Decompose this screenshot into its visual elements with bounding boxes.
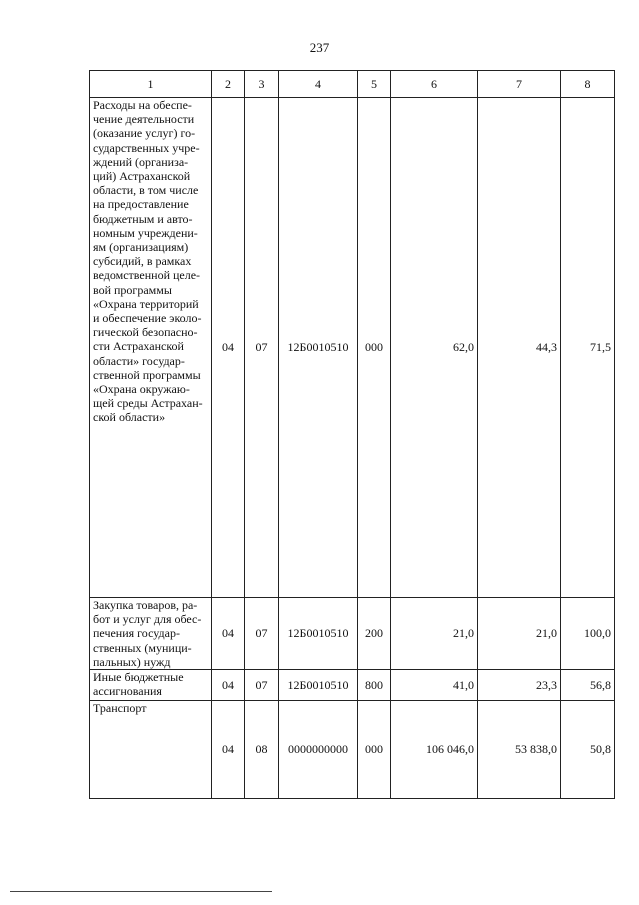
section-cell: 04 [212,670,245,701]
row-name-cell: Закупка товаров, ра- бот и услуг для обес- печения государ- ственных (муници- пальных) нужд [90,598,212,670]
percent-cell: 71,5 [561,98,615,598]
subsection-cell: 07 [245,670,279,701]
percent-cell: 100,0 [561,598,615,670]
table-row [90,598,615,670]
target-article-cell: 0000000000 [279,701,358,799]
column-header-7: 7 [478,71,561,98]
table-row [90,701,615,799]
percent-cell: 50,8 [561,701,615,799]
target-article-cell: 12Б0010510 [279,670,358,701]
column-header-3: 3 [245,71,279,98]
section-cell: 04 [212,598,245,670]
footer-rule [10,891,272,892]
budget-table [89,70,615,799]
expense-type-cell: 000 [358,98,391,598]
column-header-4: 4 [279,71,358,98]
percent-cell: 56,8 [561,670,615,701]
column-header-2: 2 [212,71,245,98]
target-article-cell: 12Б0010510 [279,598,358,670]
section-cell: 04 [212,98,245,598]
amount-cell-7: 23,3 [478,670,561,701]
subsection-cell: 08 [245,701,279,799]
table-row [90,98,615,598]
section-cell: 04 [212,701,245,799]
row-name-cell: Расходы на обеспе- чение деятельности (оказание услуг) го- сударственных учре- ждений (организа- ций) Астраханской области, в том числе на предоставление бюджетным и авто- номным учреждени- ям (организациям) субсидий, в рамках ведомственной целе- вой программы «Охрана территорий и обеспечение эколо- гической безопасно- сти Астраханской области» государ- ственной программы «Охрана окружаю- щей среды Астрахан- ской области» [90,98,212,598]
header-row [90,71,615,98]
subsection-cell: 07 [245,98,279,598]
expense-type-cell: 000 [358,701,391,799]
amount-cell-7: 21,0 [478,598,561,670]
amount-cell-6: 21,0 [391,598,478,670]
amount-cell-7: 53 838,0 [478,701,561,799]
expense-type-cell: 200 [358,598,391,670]
expense-type-cell: 800 [358,670,391,701]
row-name-cell: Иные бюджетные ассигнования [90,670,212,701]
column-header-6: 6 [391,71,478,98]
amount-cell-7: 44,3 [478,98,561,598]
row-name-cell: Транспорт [90,701,212,799]
amount-cell-6: 106 046,0 [391,701,478,799]
column-header-5: 5 [358,71,391,98]
column-header-8: 8 [561,71,615,98]
subsection-cell: 07 [245,598,279,670]
target-article-cell: 12Б0010510 [279,98,358,598]
column-header-1: 1 [90,71,212,98]
amount-cell-6: 41,0 [391,670,478,701]
page-number: 237 [309,40,330,55]
amount-cell-6: 62,0 [391,98,478,598]
table-row [90,670,615,701]
